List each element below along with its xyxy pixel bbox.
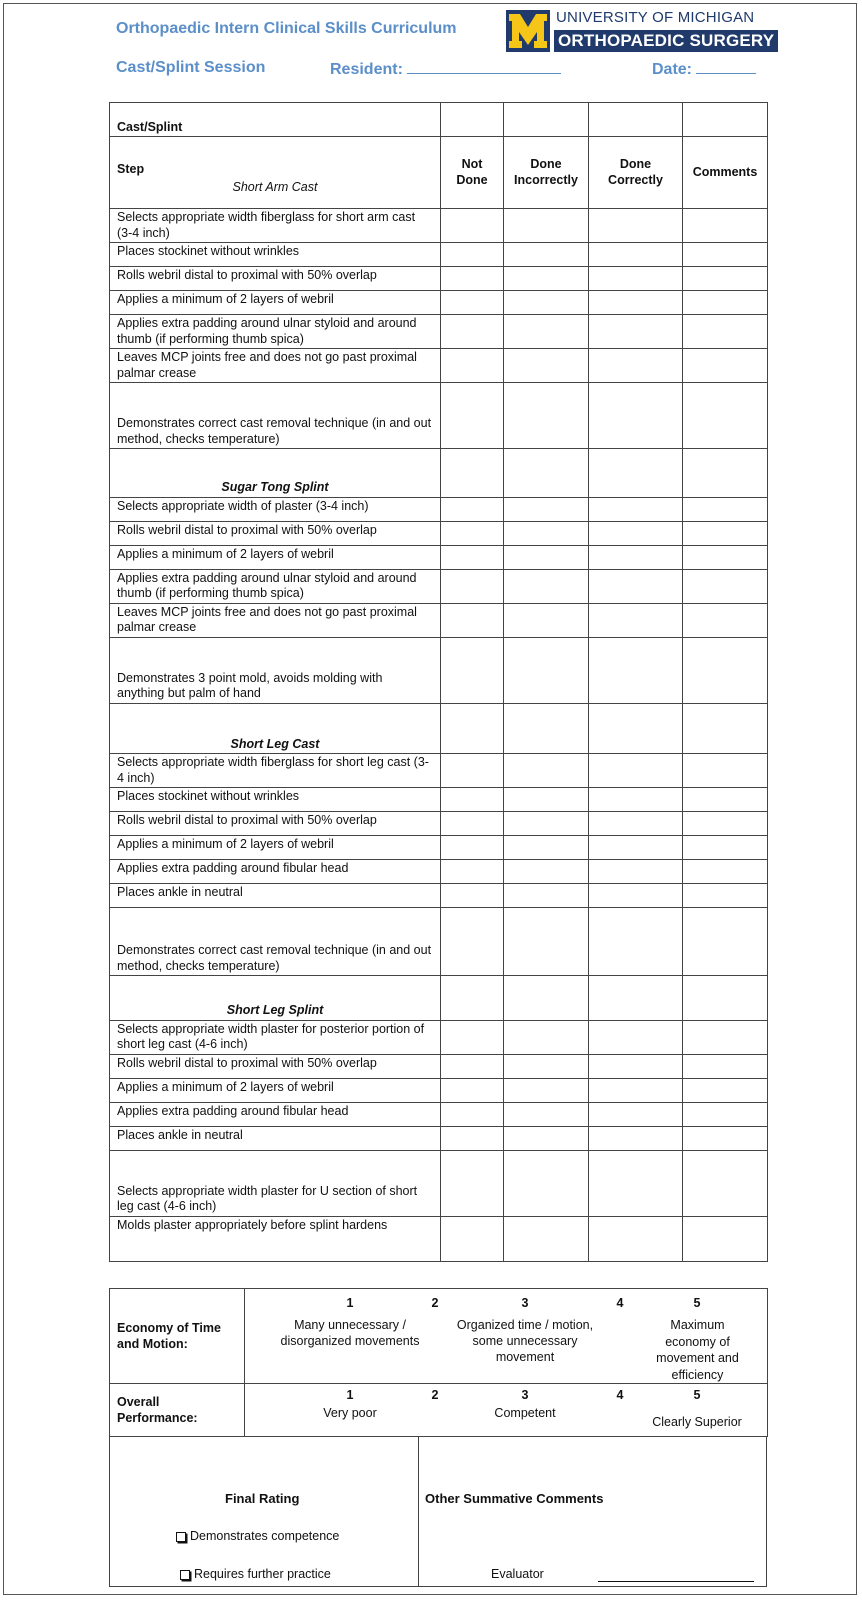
economy-score-3[interactable]: 3 bbox=[521, 1296, 529, 1310]
overall-score-4[interactable]: 4 bbox=[616, 1388, 624, 1402]
economy-scale[interactable] bbox=[245, 1289, 768, 1384]
done-incorrectly-cell[interactable] bbox=[504, 908, 589, 976]
comments-cell[interactable] bbox=[683, 449, 768, 498]
not-done-cell[interactable] bbox=[441, 860, 504, 884]
step-cell: Rolls webril distal to proximal with 50% overlap bbox=[110, 1054, 441, 1078]
not-done-cell[interactable] bbox=[441, 267, 504, 291]
not-done-cell[interactable] bbox=[441, 1150, 504, 1216]
done-correctly-cell[interactable] bbox=[589, 788, 683, 812]
comments-cell[interactable] bbox=[683, 637, 768, 703]
evaluator-signature-line[interactable] bbox=[598, 1581, 754, 1582]
section-title-cell bbox=[110, 703, 441, 754]
done-correctly-cell[interactable] bbox=[589, 703, 683, 754]
done-incorrectly-cell[interactable] bbox=[504, 976, 589, 1021]
comments-cell[interactable] bbox=[683, 267, 768, 291]
other-comments-title: Other Summative Comments bbox=[425, 1491, 604, 1506]
not-done-cell[interactable] bbox=[441, 908, 504, 976]
not-done-cell[interactable] bbox=[441, 521, 504, 545]
header-blank-cell bbox=[589, 103, 683, 137]
not-done-cell[interactable] bbox=[441, 243, 504, 267]
done-correctly-cell[interactable] bbox=[589, 637, 683, 703]
done-incorrectly-cell[interactable] bbox=[504, 267, 589, 291]
done-incorrectly-cell[interactable] bbox=[504, 349, 589, 383]
date-blank[interactable] bbox=[696, 59, 756, 74]
session-title: Cast/Splint Session bbox=[116, 59, 266, 76]
not-done-cell[interactable] bbox=[441, 349, 504, 383]
step-cell: Selects appropriate width plaster for posterior portion of short leg cast (4-6 inch) bbox=[110, 1020, 441, 1054]
comments-cell[interactable] bbox=[683, 497, 768, 521]
step-cell: Selects appropriate width fiberglass for short arm cast (3-4 inch) bbox=[110, 209, 441, 243]
section-title: Sugar Tong Splint bbox=[221, 480, 329, 494]
comments-cell[interactable] bbox=[683, 243, 768, 267]
step-cell: Rolls webril distal to proximal with 50% overlap bbox=[110, 267, 441, 291]
not-done-cell[interactable] bbox=[441, 812, 504, 836]
comments-cell[interactable] bbox=[683, 754, 768, 788]
step-cell: Places ankle in neutral bbox=[110, 1126, 441, 1150]
block-m-logo-icon bbox=[506, 10, 550, 52]
economy-score-2[interactable]: 2 bbox=[431, 1296, 439, 1310]
section-title: Short Leg Splint bbox=[226, 1003, 324, 1017]
done-incorrectly-cell[interactable] bbox=[504, 703, 589, 754]
done-incorrectly-cell[interactable] bbox=[504, 603, 589, 637]
done-correctly-cell[interactable] bbox=[589, 243, 683, 267]
checkbox-icon[interactable] bbox=[180, 1570, 190, 1580]
not-done-cell[interactable] bbox=[441, 209, 504, 243]
not-done-cell[interactable] bbox=[441, 884, 504, 908]
section-title-cell bbox=[110, 449, 441, 498]
evaluator-label: Evaluator bbox=[491, 1567, 544, 1581]
not-done-cell[interactable] bbox=[441, 291, 504, 315]
done-incorrectly-cell[interactable] bbox=[504, 1126, 589, 1150]
not-done-cell[interactable] bbox=[441, 1102, 504, 1126]
step-cell: Demonstrates correct cast removal technique (in and out method, checks temperature) bbox=[110, 908, 441, 976]
table-title: Cast/Splint bbox=[110, 103, 441, 137]
done-correctly-cell[interactable] bbox=[589, 836, 683, 860]
not-done-cell[interactable] bbox=[441, 603, 504, 637]
done-correctly-cell[interactable] bbox=[589, 209, 683, 243]
comments-cell[interactable] bbox=[683, 1020, 768, 1054]
logo-university-name: UNIVERSITY OF MICHIGAN bbox=[556, 9, 755, 26]
comments-cell[interactable] bbox=[683, 1102, 768, 1126]
comments-cell[interactable] bbox=[683, 521, 768, 545]
not-done-cell[interactable] bbox=[441, 449, 504, 498]
comments-cell[interactable] bbox=[683, 836, 768, 860]
comments-cell[interactable] bbox=[683, 908, 768, 976]
done-incorrectly-cell[interactable] bbox=[504, 209, 589, 243]
done-correctly-cell[interactable] bbox=[589, 521, 683, 545]
option-label: Requires further practice bbox=[194, 1567, 331, 1581]
comments-cell[interactable] bbox=[683, 1078, 768, 1102]
done-correctly-cell[interactable] bbox=[589, 812, 683, 836]
done-incorrectly-cell[interactable] bbox=[504, 383, 589, 449]
not-done-cell[interactable] bbox=[441, 1216, 504, 1261]
not-done-cell[interactable] bbox=[441, 1054, 504, 1078]
header-blank-cell bbox=[504, 103, 589, 137]
final-rating-section bbox=[109, 1436, 767, 1587]
date-label: Date: bbox=[652, 61, 693, 78]
done-correctly-cell[interactable] bbox=[589, 449, 683, 498]
overall-label: Overall Performance: bbox=[110, 1384, 245, 1437]
step-cell: Applies a minimum of 2 layers of webril bbox=[110, 1078, 441, 1102]
not-done-cell[interactable] bbox=[441, 1020, 504, 1054]
step-header bbox=[110, 137, 441, 209]
date-field[interactable] bbox=[652, 59, 756, 79]
overall-desc-1: Very poor bbox=[323, 1406, 377, 1420]
economy-score-4[interactable]: 4 bbox=[616, 1296, 624, 1310]
comments-cell[interactable] bbox=[683, 603, 768, 637]
comments-cell[interactable] bbox=[683, 569, 768, 603]
economy-desc-1: Many unnecessary / disorganized movements bbox=[280, 1318, 420, 1348]
not-done-cell[interactable] bbox=[441, 569, 504, 603]
done-incorrectly-cell[interactable] bbox=[504, 291, 589, 315]
step-column-label: Step bbox=[117, 162, 145, 176]
done-correctly-cell[interactable] bbox=[589, 315, 683, 349]
step-cell: Rolls webril distal to proximal with 50% overlap bbox=[110, 521, 441, 545]
not-done-cell[interactable] bbox=[441, 497, 504, 521]
step-cell: Selects appropriate width fiberglass for short leg cast (3-4 inch) bbox=[110, 754, 441, 788]
done-incorrectly-cell[interactable] bbox=[504, 1150, 589, 1216]
comments-cell[interactable] bbox=[683, 209, 768, 243]
header-blank-cell bbox=[683, 103, 768, 137]
overall-score-3[interactable]: 3 bbox=[521, 1388, 529, 1402]
curriculum-title: Orthopaedic Intern Clinical Skills Curriculum bbox=[116, 20, 457, 37]
done-correctly-cell[interactable] bbox=[589, 976, 683, 1021]
comments-cell[interactable] bbox=[683, 545, 768, 569]
option-requires-practice[interactable] bbox=[180, 1567, 331, 1581]
economy-desc-5: Maximum economy of movement and efficiency bbox=[656, 1318, 739, 1382]
done-incorrectly-cell[interactable] bbox=[504, 243, 589, 267]
overall-desc-5: Clearly Superior bbox=[652, 1415, 742, 1429]
step-cell: Selects appropriate width of plaster (3-4 inch) bbox=[110, 497, 441, 521]
done-correctly-cell[interactable] bbox=[589, 860, 683, 884]
step-cell: Applies extra padding around ulnar styloid and around thumb (if performing thumb spica) bbox=[110, 315, 441, 349]
economy-label: Economy of Time and Motion: bbox=[110, 1289, 245, 1384]
done-incorrectly-cell[interactable] bbox=[504, 521, 589, 545]
not-done-cell[interactable] bbox=[441, 754, 504, 788]
done-correctly-cell[interactable] bbox=[589, 754, 683, 788]
done-correctly-cell[interactable] bbox=[589, 569, 683, 603]
resident-blank[interactable] bbox=[407, 59, 561, 74]
section-title: Short Arm Cast bbox=[232, 179, 318, 194]
done-correctly-cell[interactable] bbox=[589, 545, 683, 569]
not-done-cell[interactable] bbox=[441, 1078, 504, 1102]
final-rating-title: Final Rating bbox=[225, 1491, 300, 1506]
done-incorrectly-cell[interactable] bbox=[504, 1102, 589, 1126]
not-done-header: Not Done bbox=[441, 137, 504, 209]
done-incorrectly-cell[interactable] bbox=[504, 315, 589, 349]
logo-department-name: ORTHOPAEDIC SURGERY bbox=[554, 30, 778, 52]
done-incorrectly-cell[interactable] bbox=[504, 637, 589, 703]
section-title: Short Leg Cast bbox=[230, 736, 320, 751]
section-divider bbox=[418, 1436, 419, 1586]
done-correctly-cell[interactable] bbox=[589, 908, 683, 976]
done-correctly-header: Done Correctly bbox=[589, 137, 683, 209]
done-incorrectly-cell[interactable] bbox=[504, 497, 589, 521]
comments-cell[interactable] bbox=[683, 349, 768, 383]
comments-cell[interactable] bbox=[683, 788, 768, 812]
step-cell: Applies a minimum of 2 layers of webril bbox=[110, 836, 441, 860]
done-correctly-cell[interactable] bbox=[589, 1054, 683, 1078]
comments-header: Comments bbox=[683, 137, 768, 209]
not-done-cell[interactable] bbox=[441, 788, 504, 812]
overall-score-1[interactable]: 1 bbox=[346, 1388, 354, 1402]
done-correctly-cell[interactable] bbox=[589, 383, 683, 449]
economy-score-1[interactable]: 1 bbox=[346, 1296, 354, 1310]
done-correctly-cell[interactable] bbox=[589, 1216, 683, 1261]
comments-cell[interactable] bbox=[683, 703, 768, 754]
not-done-cell[interactable] bbox=[441, 637, 504, 703]
comments-cell[interactable] bbox=[683, 812, 768, 836]
step-cell: Selects appropriate width plaster for U section of short leg cast (4-6 inch) bbox=[110, 1150, 441, 1216]
overall-score-2[interactable]: 2 bbox=[431, 1388, 439, 1402]
not-done-cell[interactable] bbox=[441, 315, 504, 349]
header-blank-cell bbox=[441, 103, 504, 137]
checkbox-icon[interactable] bbox=[176, 1532, 186, 1542]
option-label: Demonstrates competence bbox=[190, 1529, 340, 1543]
economy-score-5[interactable]: 5 bbox=[693, 1296, 701, 1310]
done-correctly-cell[interactable] bbox=[589, 603, 683, 637]
step-cell: Places ankle in neutral bbox=[110, 884, 441, 908]
done-correctly-cell[interactable] bbox=[589, 1078, 683, 1102]
step-cell: Molds plaster appropriately before splint hardens bbox=[110, 1216, 441, 1261]
option-demonstrates-competence[interactable] bbox=[176, 1529, 339, 1543]
step-cell: Leaves MCP joints free and does not go past proximal palmar crease bbox=[110, 603, 441, 637]
done-incorrectly-header: Done Incorrectly bbox=[504, 137, 589, 209]
done-incorrectly-cell[interactable] bbox=[504, 1216, 589, 1261]
done-incorrectly-cell[interactable] bbox=[504, 884, 589, 908]
done-incorrectly-cell[interactable] bbox=[504, 545, 589, 569]
step-cell: Applies a minimum of 2 layers of webril bbox=[110, 545, 441, 569]
done-correctly-cell[interactable] bbox=[589, 267, 683, 291]
not-done-cell[interactable] bbox=[441, 1126, 504, 1150]
step-cell: Applies a minimum of 2 layers of webril bbox=[110, 291, 441, 315]
step-cell: Rolls webril distal to proximal with 50% overlap bbox=[110, 812, 441, 836]
step-cell: Places stockinet without wrinkles bbox=[110, 788, 441, 812]
done-correctly-cell[interactable] bbox=[589, 884, 683, 908]
not-done-cell[interactable] bbox=[441, 383, 504, 449]
done-incorrectly-cell[interactable] bbox=[504, 788, 589, 812]
comments-cell[interactable] bbox=[683, 383, 768, 449]
done-correctly-cell[interactable] bbox=[589, 1102, 683, 1126]
not-done-cell[interactable] bbox=[441, 703, 504, 754]
comments-cell[interactable] bbox=[683, 1054, 768, 1078]
resident-label: Resident: bbox=[330, 61, 403, 78]
done-correctly-cell[interactable] bbox=[589, 1126, 683, 1150]
step-cell: Leaves MCP joints free and does not go past proximal palmar crease bbox=[110, 349, 441, 383]
comments-cell[interactable] bbox=[683, 1216, 768, 1261]
overall-desc-3: Competent bbox=[494, 1406, 556, 1420]
comments-cell[interactable] bbox=[683, 291, 768, 315]
done-correctly-cell[interactable] bbox=[589, 497, 683, 521]
comments-cell[interactable] bbox=[683, 1150, 768, 1216]
done-correctly-cell[interactable] bbox=[589, 1020, 683, 1054]
overall-score-5[interactable]: 5 bbox=[693, 1388, 701, 1402]
done-correctly-cell[interactable] bbox=[589, 291, 683, 315]
step-cell: Places stockinet without wrinkles bbox=[110, 243, 441, 267]
economy-desc-3: Organized time / motion, some unnecessary movement bbox=[456, 1318, 594, 1364]
comments-cell[interactable] bbox=[683, 1126, 768, 1150]
done-incorrectly-cell[interactable] bbox=[504, 754, 589, 788]
done-incorrectly-cell[interactable] bbox=[504, 860, 589, 884]
resident-field[interactable] bbox=[330, 59, 561, 79]
comments-cell[interactable] bbox=[683, 976, 768, 1021]
skills-checklist-table bbox=[109, 102, 768, 1262]
not-done-cell[interactable] bbox=[441, 545, 504, 569]
overall-scale[interactable] bbox=[245, 1384, 768, 1437]
done-incorrectly-cell[interactable] bbox=[504, 1020, 589, 1054]
done-incorrectly-cell[interactable] bbox=[504, 449, 589, 498]
done-correctly-cell[interactable] bbox=[589, 1150, 683, 1216]
university-logo bbox=[506, 10, 778, 52]
step-cell: Applies extra padding around ulnar styloid and around thumb (if performing thumb spica) bbox=[110, 569, 441, 603]
done-correctly-cell[interactable] bbox=[589, 349, 683, 383]
done-incorrectly-cell[interactable] bbox=[504, 812, 589, 836]
rating-table bbox=[109, 1288, 768, 1437]
not-done-cell[interactable] bbox=[441, 836, 504, 860]
comments-cell[interactable] bbox=[683, 884, 768, 908]
step-cell: Applies extra padding around fibular head bbox=[110, 1102, 441, 1126]
not-done-cell[interactable] bbox=[441, 976, 504, 1021]
done-incorrectly-cell[interactable] bbox=[504, 569, 589, 603]
step-cell: Applies extra padding around fibular head bbox=[110, 860, 441, 884]
step-cell: Demonstrates correct cast removal technique (in and out method, checks temperature) bbox=[110, 383, 441, 449]
comments-cell[interactable] bbox=[683, 860, 768, 884]
done-incorrectly-cell[interactable] bbox=[504, 1078, 589, 1102]
section-title-cell bbox=[110, 976, 441, 1021]
comments-cell[interactable] bbox=[683, 315, 768, 349]
step-cell: Demonstrates 3 point mold, avoids molding with anything but palm of hand bbox=[110, 637, 441, 703]
done-incorrectly-cell[interactable] bbox=[504, 1054, 589, 1078]
done-incorrectly-cell[interactable] bbox=[504, 836, 589, 860]
